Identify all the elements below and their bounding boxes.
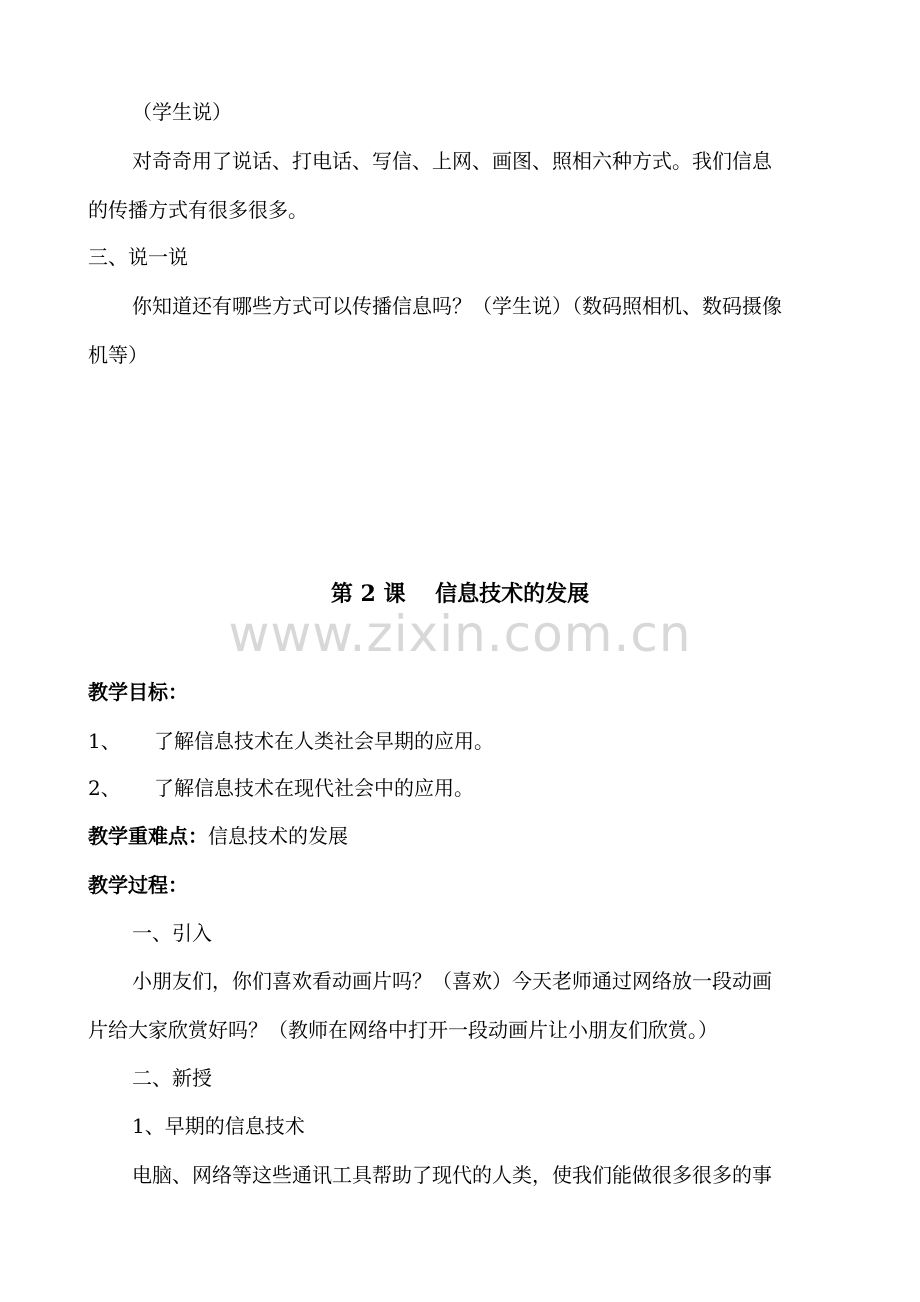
- watermark: www.zixin.com.cn: [228, 605, 692, 663]
- step-heading: 一、引入: [132, 921, 212, 945]
- paragraph-line: 你知道还有哪些方式可以传播信息吗？（学生说）（数码照相机、数码摄像: [132, 294, 782, 318]
- paragraph-line: 电脑、网络等这些通讯工具帮助了现代的人类，使我们能做很多很多的事: [132, 1163, 772, 1187]
- list-number: 2、: [88, 776, 121, 800]
- goals-label: 教学目标：: [88, 680, 188, 704]
- process-label: 教学过程：: [88, 873, 188, 897]
- list-number: 1、: [88, 729, 121, 753]
- list-item: 了解信息技术在人类社会早期的应用。: [154, 729, 494, 753]
- key-points-label: 教学重难点：: [88, 824, 208, 848]
- section-heading: 三、说一说: [88, 245, 188, 269]
- key-points-row: [88, 823, 348, 849]
- lesson-title: 第 2 课 信息技术的发展: [330, 581, 590, 607]
- paragraph-line: 对奇奇用了说话、打电话、写信、上网、画图、照相六种方式。我们信息: [132, 149, 772, 173]
- sub-heading: 1、早期的信息技术: [132, 1114, 305, 1138]
- step-heading: 二、新授: [132, 1066, 212, 1090]
- paragraph-line: 机等）: [88, 343, 148, 367]
- paragraph-line: 小朋友们，你们喜欢看动画片吗？（喜欢）今天老师通过网络放一段动画: [132, 969, 772, 993]
- key-points-text: 信息技术的发展: [208, 824, 348, 848]
- paragraph-line: 片给大家欣赏好吗？（教师在网络中打开一段动画片让小朋友们欣赏。）: [88, 1018, 718, 1042]
- student-says-text: （学生说）: [132, 100, 232, 124]
- paragraph-line: 的传播方式有很多很多。: [88, 198, 308, 222]
- list-item: 了解信息技术在现代社会中的应用。: [154, 776, 474, 800]
